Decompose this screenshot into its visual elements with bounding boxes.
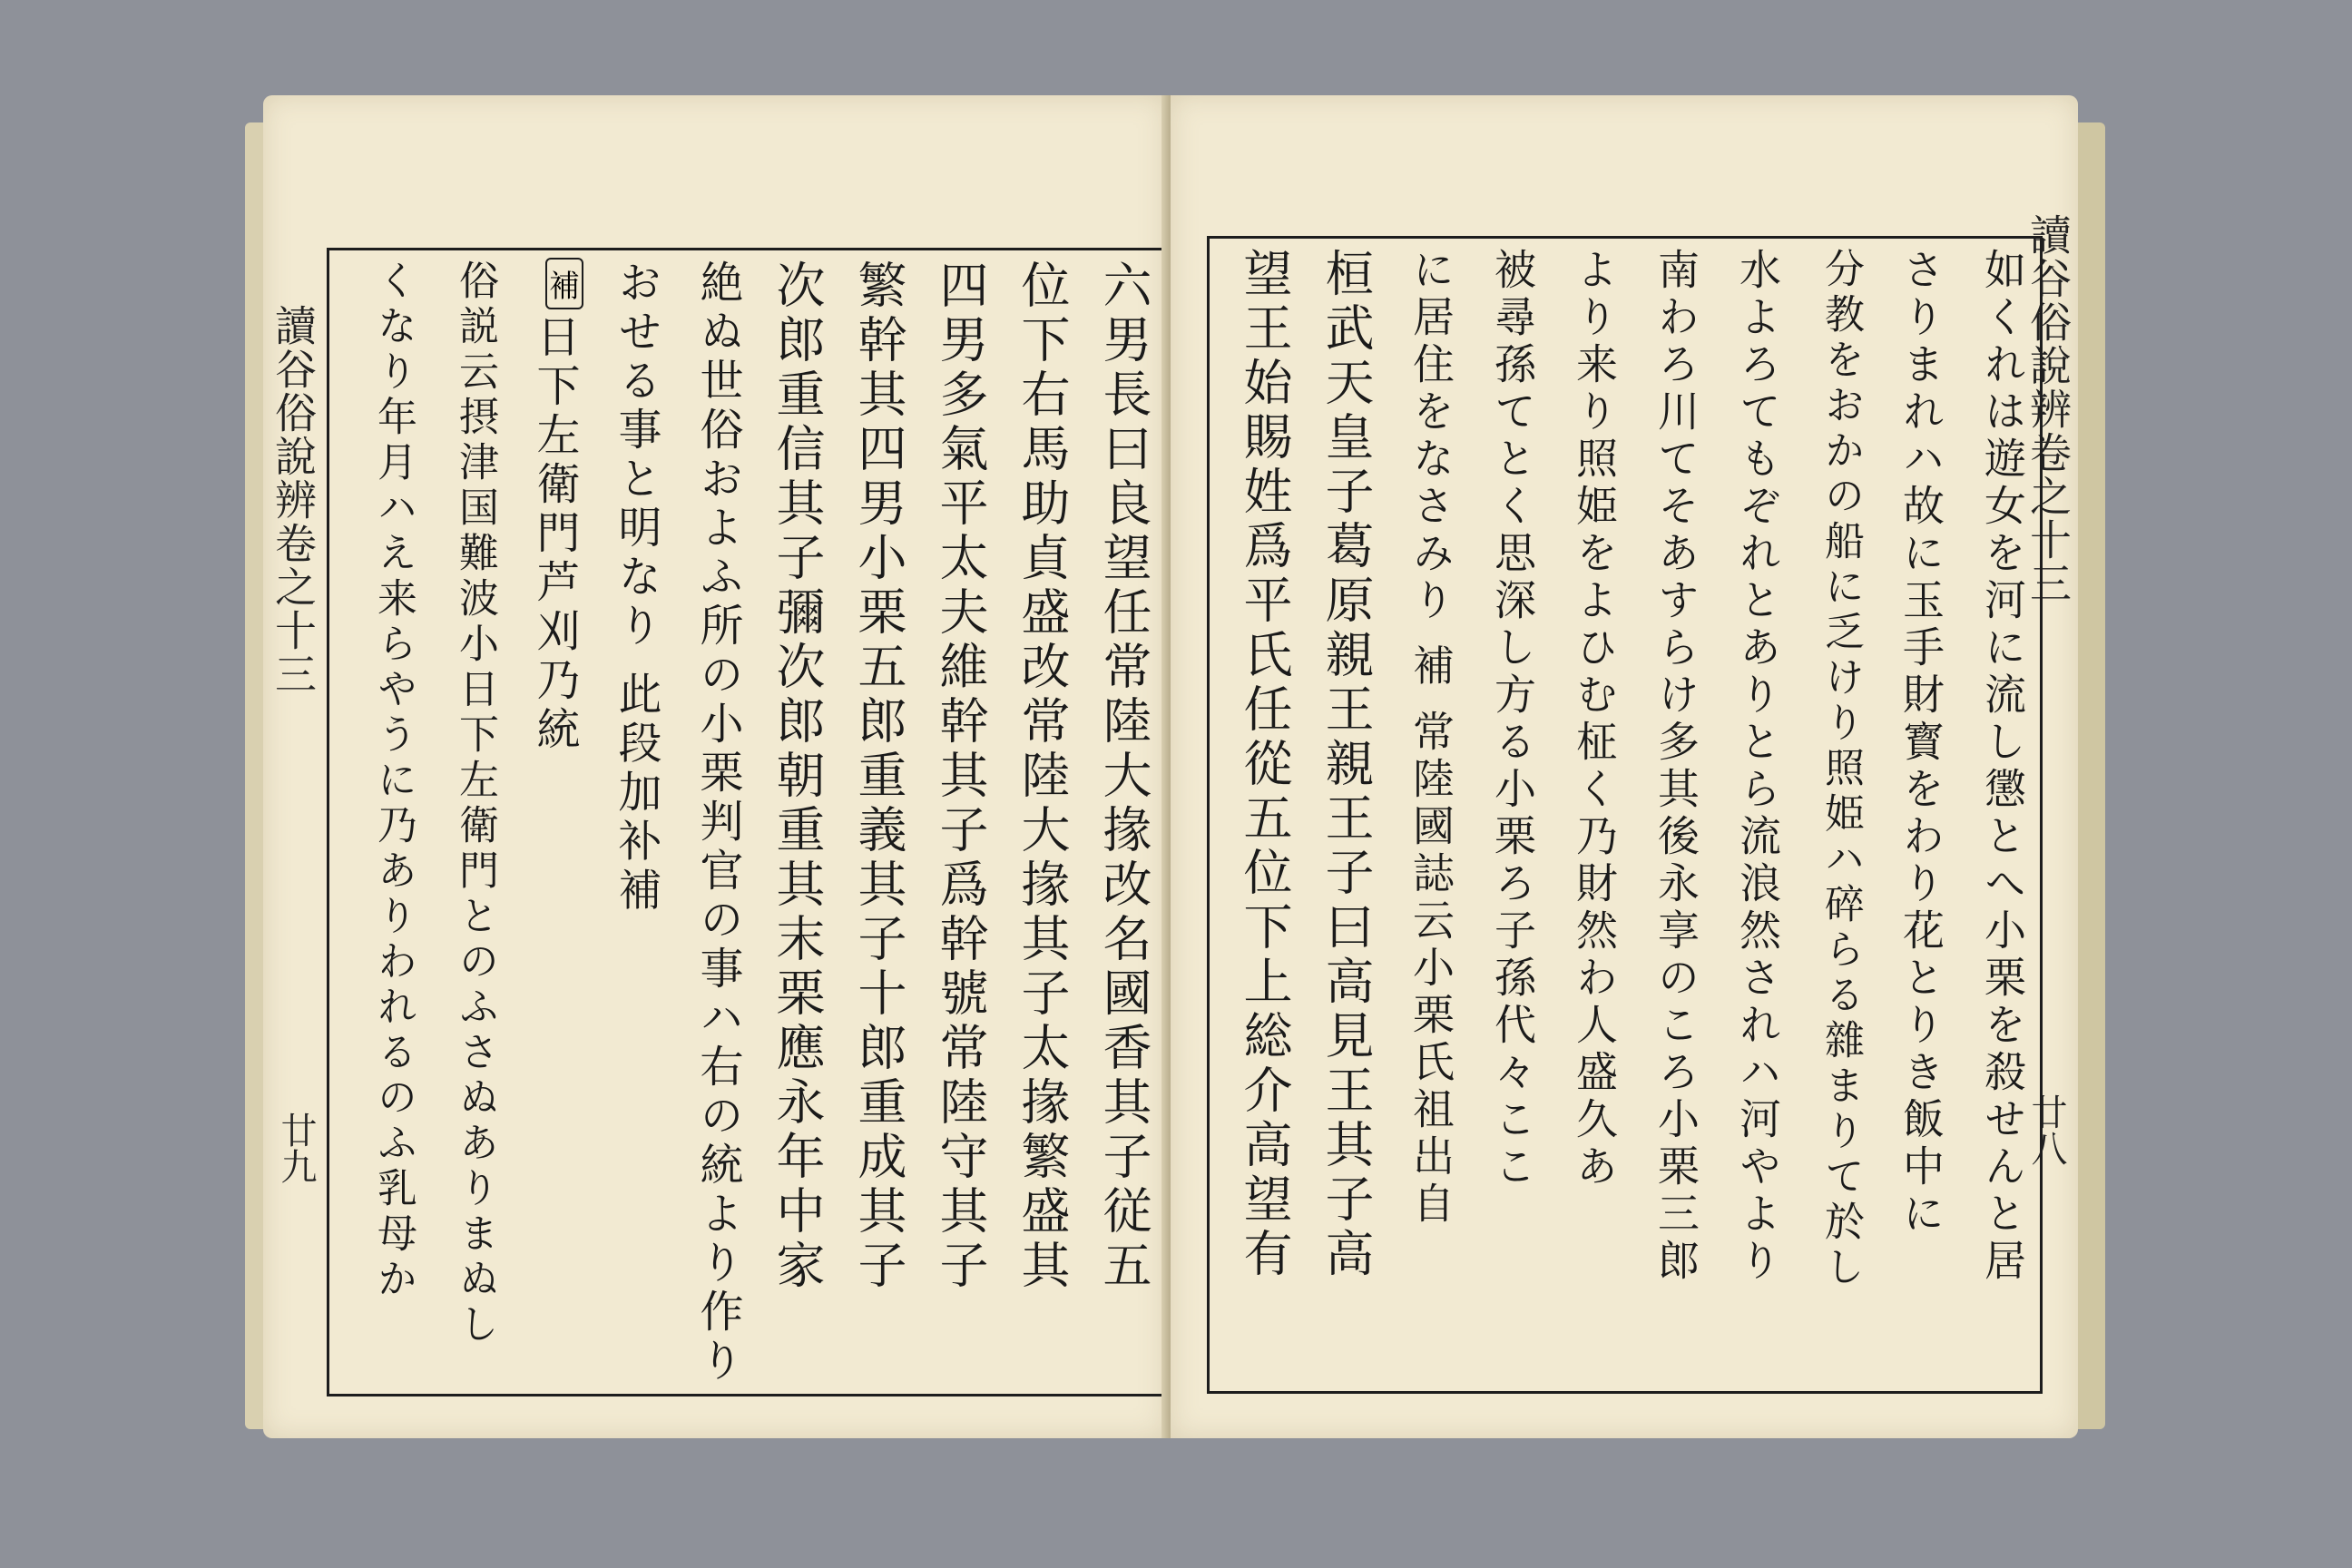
left-folio-number: 廿九 bbox=[275, 1112, 317, 1184]
right-margin-title: 讀谷俗說辨卷之十三 bbox=[2024, 213, 2073, 605]
left-margin-title: 讀谷俗說辨卷之十三 bbox=[269, 304, 318, 696]
supplement-marker: 補 bbox=[545, 258, 583, 309]
right-column-3: 分教をおかの船に乏けり照姫ハ碎らる雜まりて於し bbox=[1818, 248, 1864, 1291]
right-column-1: 如くれは遊女を河に流し懲とへ小栗を殺せんと居 bbox=[1978, 248, 2027, 1286]
left-text-frame bbox=[327, 248, 1167, 1396]
right-column-4: 水よろてもぞれとありとら流浪然されハ河やより bbox=[1733, 248, 1782, 1286]
right-text-frame bbox=[1207, 236, 2043, 1394]
right-column-7: 被尋孫てとく思深し方る小栗ろ子孫代々ここ bbox=[1488, 248, 1537, 1191]
right-column-8: に居住をなさみり 補 常陸國誌云小栗氏祖出自 bbox=[1406, 248, 1455, 1230]
right-column-2: さりまれハ故に玉手財寳をわり花とりき飯中に bbox=[1896, 248, 1945, 1239]
right-page bbox=[1171, 95, 2078, 1438]
right-column-9: 桓武天皇子葛原親王親王子曰高見王其子高 bbox=[1318, 248, 1375, 1282]
right-column-5: 南わろ川てそあすらけ多其後永享のころ小栗三郎 bbox=[1651, 248, 1700, 1286]
right-column-6: より来り照姫をよひむ柾く乃財然わ人盛久あ bbox=[1570, 248, 1619, 1191]
left-column-6: 絶ぬ世俗およふ所の小栗判官の事ハ右の統より作り bbox=[692, 260, 743, 1387]
right-folio-number: 廿八 bbox=[2025, 1093, 2067, 1166]
right-column-10: 望王始賜姓爲平氏任從五位下上総介高望有 bbox=[1236, 248, 1293, 1282]
left-column-2: 位下右馬助貞盛改常陸大掾其子太掾繁盛其 bbox=[1014, 260, 1071, 1294]
left-column-8: 日下左衛門芦刈乃統 bbox=[529, 314, 580, 755]
left-column-10: くなり年月ハえ来らやうに乃ありわれるのふ乳母か bbox=[370, 260, 416, 1303]
open-book bbox=[254, 95, 2087, 1470]
left-column-4: 繁幹其四男小栗五郎重義其子十郎重成其子 bbox=[850, 260, 907, 1294]
left-column-5: 次郎重信其子彌次郎朝重其末栗應永年中家 bbox=[769, 260, 826, 1294]
left-column-9: 俗説云摂津国難波小日下左衛門とのふさぬありまぬし bbox=[452, 260, 498, 1348]
left-page bbox=[263, 95, 1166, 1438]
left-column-7: おせる事と明なり 此段加补補 bbox=[611, 260, 662, 916]
left-column-1: 六男長曰良望任常陸大掾改名國香其子従五 bbox=[1095, 260, 1152, 1294]
left-column-3: 四男多氣平太夫維幹其子爲幹號常陸守其子 bbox=[932, 260, 989, 1294]
